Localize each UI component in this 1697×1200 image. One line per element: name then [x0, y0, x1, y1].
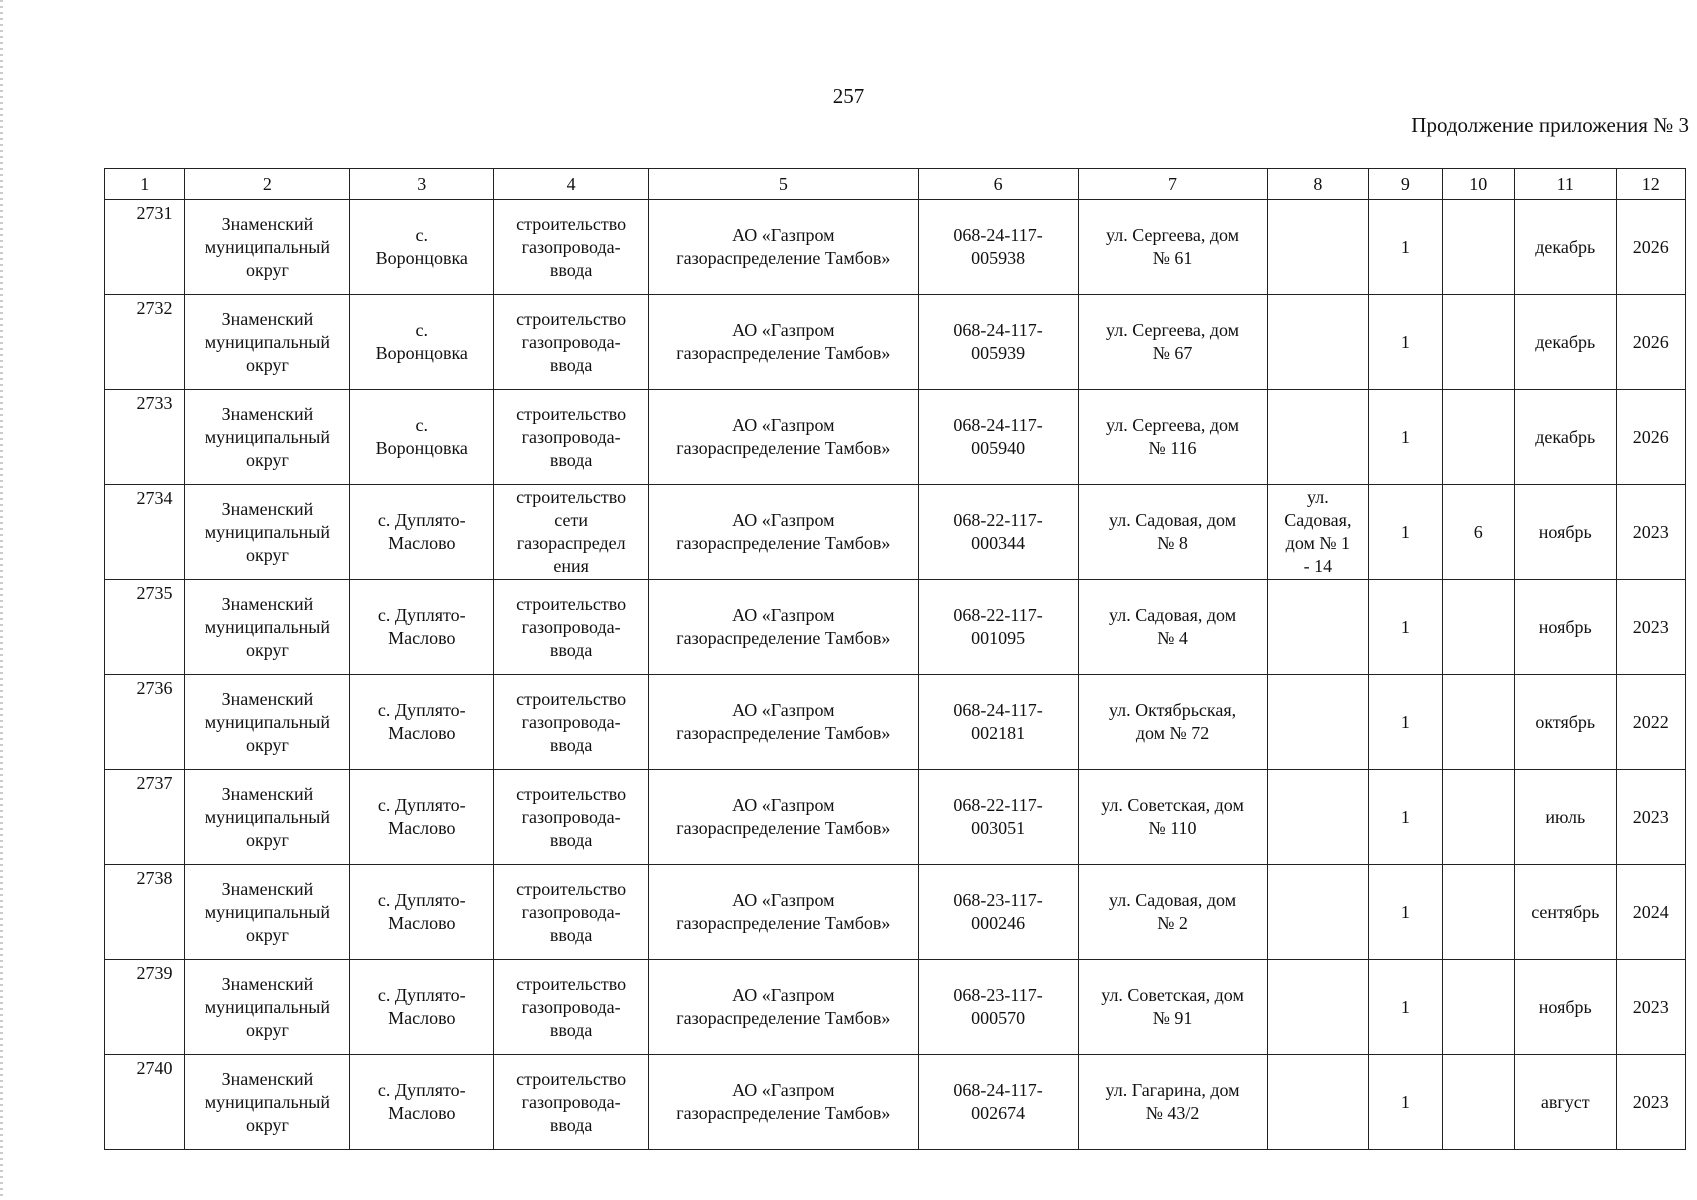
cell-text-line: № 8: [1157, 533, 1188, 553]
table-row: [105, 200, 1686, 295]
cell-month: июль: [1514, 770, 1616, 865]
cell-text-line: муниципальный: [204, 236, 331, 257]
cell-address: [1078, 580, 1267, 675]
cell-text-line: с. Дуплято-: [377, 605, 466, 625]
cell-text-line: ул. Сергеева, дом: [1106, 415, 1240, 435]
cell-year: 2024: [1616, 865, 1685, 960]
cell-address: [1078, 200, 1267, 295]
cell-organization: [649, 960, 919, 1055]
cell-organization: [649, 295, 919, 390]
cell-address: [1078, 390, 1267, 485]
cell-year: 2023: [1616, 580, 1685, 675]
cell-text-line: округ: [245, 639, 289, 660]
cell-organization: [649, 390, 919, 485]
cell-text-line: ул. Садовая, дом: [1109, 510, 1237, 530]
cell-col10: [1442, 770, 1514, 865]
cell-month: ноябрь: [1514, 960, 1616, 1055]
cell-address: [1078, 295, 1267, 390]
cell-col9: 1: [1369, 960, 1442, 1055]
cell-text-line: округ: [245, 1114, 289, 1135]
cell-code: [918, 580, 1078, 675]
cell-col8: [1267, 1055, 1369, 1150]
cell-text-line: 003051: [971, 818, 1026, 838]
table-row: [105, 675, 1686, 770]
cell-col9: 1: [1369, 200, 1442, 295]
cell-text-line: газораспределение Тамбов»: [676, 818, 891, 838]
cell-text-line: ул. Октябрьская,: [1108, 700, 1237, 720]
cell-text-line: Знаменский: [221, 878, 314, 899]
cell-text-line: № 91: [1152, 1008, 1193, 1028]
cell-text-line: газопровода-: [521, 1091, 621, 1112]
cell-organization: [649, 580, 919, 675]
cell-district: [185, 1055, 350, 1150]
cell-settlement: [350, 390, 494, 485]
cell-work-type: [494, 865, 649, 960]
page-number: 257: [832, 84, 865, 108]
cell-row-number: 2732: [105, 295, 185, 390]
cell-text-line: ул. Гагарина, дом: [1105, 1080, 1240, 1100]
cell-month: декабрь: [1514, 200, 1616, 295]
cell-text-line: АО «Газпром: [732, 985, 835, 1005]
cell-text-line: Знаменский: [221, 593, 314, 614]
cell-text-line: Знаменский: [221, 308, 314, 329]
cell-col8: [1267, 200, 1369, 295]
cell-col9: 1: [1369, 485, 1442, 580]
cell-text-line: Знаменский: [221, 783, 314, 804]
cell-settlement: [350, 675, 494, 770]
cell-text-line: газопровода-: [521, 901, 621, 922]
cell-code: [918, 1055, 1078, 1150]
cell-text-line: Знаменский: [221, 498, 314, 519]
cell-text-line: ввода: [549, 829, 593, 850]
cell-text-line: 068-22-117-: [953, 510, 1043, 530]
cell-text-line: газопровода-: [521, 331, 621, 352]
cell-row-number: 2733: [105, 390, 185, 485]
cell-text-line: 068-23-117-: [953, 985, 1043, 1005]
cell-text-line: 000570: [971, 1008, 1026, 1028]
cell-text-line: ввода: [549, 1114, 593, 1135]
cell-code: [918, 675, 1078, 770]
table-row: [105, 580, 1686, 675]
column-header-6: 6: [918, 169, 1078, 200]
cell-text-line: ул. Сергеева, дом: [1106, 225, 1240, 245]
cell-col8: [1267, 485, 1369, 580]
cell-text-line: газораспределение Тамбов»: [676, 438, 891, 458]
cell-col10: [1442, 580, 1514, 675]
cell-settlement: [350, 295, 494, 390]
cell-text-line: ул. Садовая, дом: [1109, 890, 1237, 910]
cell-text-line: округ: [245, 354, 289, 375]
cell-settlement: [350, 1055, 494, 1150]
cell-text-line: ул.: [1307, 487, 1329, 507]
cell-text-line: округ: [245, 449, 289, 470]
cell-district: [185, 485, 350, 580]
column-header-5: 5: [649, 169, 919, 200]
cell-text-line: газораспределение Тамбов»: [676, 343, 891, 363]
cell-text-line: 068-24-117-: [953, 225, 1043, 245]
cell-district: [185, 580, 350, 675]
cell-text-line: строительство: [516, 783, 627, 804]
cell-text-line: - 14: [1303, 556, 1333, 576]
cell-text-line: 000246: [971, 913, 1026, 933]
cell-col8: [1267, 390, 1369, 485]
cell-col8: [1267, 960, 1369, 1055]
cell-district: [185, 295, 350, 390]
cell-text-line: сети: [554, 510, 588, 530]
cell-text-line: муниципальный: [204, 711, 331, 732]
cell-year: 2023: [1616, 1055, 1685, 1150]
cell-text-line: газораспределение Тамбов»: [676, 913, 891, 933]
cell-text-line: Маслово: [388, 628, 456, 648]
cell-text-line: газопровода-: [521, 426, 621, 447]
cell-text-line: строительство: [516, 308, 627, 329]
cell-text-line: газопровода-: [521, 236, 621, 257]
cell-text-line: газораспределение Тамбов»: [676, 1008, 891, 1028]
cell-row-number: 2737: [105, 770, 185, 865]
cell-year: 2022: [1616, 675, 1685, 770]
cell-row-number: 2736: [105, 675, 185, 770]
cell-text-line: с.: [415, 320, 429, 340]
cell-text-line: округ: [245, 544, 289, 565]
cell-row-number: 2739: [105, 960, 185, 1055]
cell-settlement: [350, 865, 494, 960]
cell-work-type: [494, 295, 649, 390]
cell-organization: [649, 200, 919, 295]
appendix-note: Продолжение приложения № 3: [1411, 113, 1689, 137]
cell-text-line: строительство: [516, 593, 627, 614]
cell-text-line: с. Дуплято-: [377, 1080, 466, 1100]
cell-text-line: Маслово: [388, 1103, 456, 1123]
cell-work-type: [494, 675, 649, 770]
cell-year: 2026: [1616, 390, 1685, 485]
cell-text-line: строительство: [516, 1068, 627, 1089]
cell-code: [918, 960, 1078, 1055]
cell-row-number: 2734: [105, 485, 185, 580]
cell-text-line: Маслово: [388, 818, 456, 838]
cell-row-number: 2735: [105, 580, 185, 675]
cell-text-line: 005939: [971, 343, 1026, 363]
cell-code: [918, 295, 1078, 390]
cell-col8: [1267, 295, 1369, 390]
cell-text-line: 005938: [971, 248, 1026, 268]
cell-year: 2026: [1616, 295, 1685, 390]
cell-year: 2023: [1616, 770, 1685, 865]
cell-text-line: АО «Газпром: [732, 225, 835, 245]
cell-work-type: [494, 770, 649, 865]
cell-organization: [649, 865, 919, 960]
cell-text-line: округ: [245, 829, 289, 850]
cell-text-line: газораспределение Тамбов»: [676, 628, 891, 648]
cell-year: 2023: [1616, 485, 1685, 580]
cell-text-line: 000344: [971, 533, 1026, 553]
scan-edge: [0, 0, 3, 1200]
cell-text-line: муниципальный: [204, 426, 331, 447]
cell-text-line: строительство: [516, 973, 627, 994]
cell-code: [918, 865, 1078, 960]
cell-col8: [1267, 675, 1369, 770]
cell-code: [918, 770, 1078, 865]
cell-text-line: округ: [245, 259, 289, 280]
cell-text-line: дом № 72: [1135, 723, 1210, 743]
cell-col9: 1: [1369, 770, 1442, 865]
cell-text-line: ввода: [549, 354, 593, 375]
table-row: [105, 1055, 1686, 1150]
cell-text-line: газораспределение Тамбов»: [676, 533, 891, 553]
cell-text-line: муниципальный: [204, 521, 331, 542]
cell-month: ноябрь: [1514, 485, 1616, 580]
table-row: [105, 295, 1686, 390]
cell-text-line: Маслово: [388, 1008, 456, 1028]
cell-col10: [1442, 295, 1514, 390]
cell-month: октябрь: [1514, 675, 1616, 770]
cell-text-line: № 4: [1157, 628, 1188, 648]
cell-text-line: газопровода-: [521, 616, 621, 637]
cell-address: [1078, 1055, 1267, 1150]
cell-text-line: Воронцовка: [375, 248, 468, 268]
cell-text-line: ввода: [549, 1019, 593, 1040]
cell-text-line: ввода: [549, 639, 593, 660]
cell-month: сентябрь: [1514, 865, 1616, 960]
cell-text-line: 068-24-117-: [953, 415, 1043, 435]
cell-col8: [1267, 580, 1369, 675]
cell-text-line: муниципальный: [204, 806, 331, 827]
cell-text-line: АО «Газпром: [732, 415, 835, 435]
cell-text-line: строительство: [516, 878, 627, 899]
cell-text-line: 001095: [971, 628, 1026, 648]
cell-col10: [1442, 390, 1514, 485]
cell-text-line: с. Дуплято-: [377, 890, 466, 910]
cell-text-line: № 116: [1148, 438, 1197, 458]
column-header-8: 8: [1267, 169, 1369, 200]
cell-text-line: № 67: [1152, 343, 1193, 363]
cell-text-line: № 2: [1157, 913, 1188, 933]
cell-text-line: АО «Газпром: [732, 890, 835, 910]
cell-text-line: АО «Газпром: [732, 700, 835, 720]
cell-text-line: 002181: [971, 723, 1026, 743]
cell-text-line: 068-22-117-: [953, 795, 1043, 815]
cell-district: [185, 865, 350, 960]
cell-work-type: [494, 485, 649, 580]
cell-work-type: [494, 390, 649, 485]
cell-district: [185, 675, 350, 770]
cell-text-line: 068-22-117-: [953, 605, 1043, 625]
cell-text-line: газораспределение Тамбов»: [676, 1103, 891, 1123]
cell-text-line: муниципальный: [204, 901, 331, 922]
cell-text-line: с. Дуплято-: [377, 510, 466, 530]
cell-text-line: с. Дуплято-: [377, 985, 466, 1005]
cell-text-line: строительство: [516, 213, 627, 234]
cell-text-line: ул. Советская, дом: [1101, 795, 1244, 815]
table-row: [105, 960, 1686, 1055]
cell-text-line: 068-23-117-: [953, 890, 1043, 910]
cell-organization: [649, 1055, 919, 1150]
cell-district: [185, 390, 350, 485]
cell-col10: [1442, 200, 1514, 295]
cell-text-line: газораспределение Тамбов»: [676, 248, 891, 268]
cell-text-line: строительство: [516, 487, 627, 507]
cell-text-line: ул. Садовая, дом: [1109, 605, 1237, 625]
cell-col9: 1: [1369, 1055, 1442, 1150]
cell-work-type: [494, 1055, 649, 1150]
column-header-1: 1: [105, 169, 185, 200]
cell-settlement: [350, 580, 494, 675]
table-row: [105, 390, 1686, 485]
cell-month: декабрь: [1514, 390, 1616, 485]
cell-text-line: ввода: [549, 734, 593, 755]
cell-text-line: ул. Советская, дом: [1101, 985, 1244, 1005]
cell-text-line: газораспределение Тамбов»: [676, 723, 891, 743]
cell-text-line: 068-24-117-: [953, 320, 1043, 340]
cell-address: [1078, 675, 1267, 770]
cell-text-line: Садовая,: [1284, 510, 1352, 530]
cell-text-line: АО «Газпром: [732, 795, 835, 815]
header-row: [105, 169, 1686, 200]
cell-text-line: Воронцовка: [375, 343, 468, 363]
cell-organization: [649, 485, 919, 580]
cell-text-line: округ: [245, 924, 289, 945]
cell-work-type: [494, 200, 649, 295]
registry-table: [104, 168, 1686, 1150]
cell-row-number: 2740: [105, 1055, 185, 1150]
table-row: [105, 770, 1686, 865]
cell-text-line: № 61: [1152, 248, 1193, 268]
cell-organization: [649, 770, 919, 865]
cell-text-line: муниципальный: [204, 616, 331, 637]
cell-text-line: с.: [415, 225, 429, 245]
cell-text-line: газораспредел: [516, 533, 626, 553]
cell-col10: [1442, 865, 1514, 960]
cell-text-line: ения: [553, 556, 589, 576]
cell-month: ноябрь: [1514, 580, 1616, 675]
cell-district: [185, 770, 350, 865]
cell-col9: 1: [1369, 675, 1442, 770]
cell-text-line: Воронцовка: [375, 438, 468, 458]
cell-text-line: Знаменский: [221, 973, 314, 994]
table-row: [105, 865, 1686, 960]
cell-text-line: газопровода-: [521, 996, 621, 1017]
cell-text-line: ввода: [549, 449, 593, 470]
cell-text-line: АО «Газпром: [732, 605, 835, 625]
cell-text-line: газопровода-: [521, 806, 621, 827]
cell-text-line: ввода: [549, 259, 593, 280]
cell-text-line: АО «Газпром: [732, 1080, 835, 1100]
table-body: [105, 200, 1686, 1150]
column-header-9: 9: [1369, 169, 1442, 200]
column-header-12: 12: [1616, 169, 1685, 200]
cell-address: [1078, 770, 1267, 865]
cell-text-line: дом № 1: [1285, 533, 1351, 553]
cell-text-line: газопровода-: [521, 711, 621, 732]
column-header-3: 3: [350, 169, 494, 200]
cell-text-line: Маслово: [388, 723, 456, 743]
cell-work-type: [494, 580, 649, 675]
cell-year: 2023: [1616, 960, 1685, 1055]
cell-text-line: округ: [245, 1019, 289, 1040]
cell-text-line: Маслово: [388, 533, 456, 553]
cell-text-line: № 110: [1148, 818, 1197, 838]
cell-district: [185, 200, 350, 295]
cell-text-line: строительство: [516, 403, 627, 424]
cell-text-line: АО «Газпром: [732, 510, 835, 530]
cell-text-line: ул. Сергеева, дом: [1106, 320, 1240, 340]
cell-code: [918, 200, 1078, 295]
cell-settlement: [350, 770, 494, 865]
cell-code: [918, 485, 1078, 580]
cell-organization: [649, 675, 919, 770]
table-row: [105, 485, 1686, 580]
cell-col10: [1442, 1055, 1514, 1150]
cell-text-line: Знаменский: [221, 213, 314, 234]
cell-text-line: строительство: [516, 688, 627, 709]
table-header: [105, 169, 1686, 200]
cell-col10: 6: [1442, 485, 1514, 580]
cell-text-line: АО «Газпром: [732, 320, 835, 340]
cell-settlement: [350, 485, 494, 580]
cell-col9: 1: [1369, 390, 1442, 485]
cell-row-number: 2738: [105, 865, 185, 960]
cell-settlement: [350, 960, 494, 1055]
cell-text-line: 005940: [971, 438, 1026, 458]
cell-col9: 1: [1369, 295, 1442, 390]
column-header-11: 11: [1514, 169, 1616, 200]
column-header-10: 10: [1442, 169, 1514, 200]
cell-text-line: 002674: [971, 1103, 1026, 1123]
cell-year: 2026: [1616, 200, 1685, 295]
cell-month: декабрь: [1514, 295, 1616, 390]
cell-code: [918, 390, 1078, 485]
cell-text-line: муниципальный: [204, 331, 331, 352]
cell-address: [1078, 960, 1267, 1055]
cell-text-line: Маслово: [388, 913, 456, 933]
cell-text-line: с.: [415, 415, 429, 435]
cell-text-line: 068-24-117-: [953, 1080, 1043, 1100]
column-header-2: 2: [185, 169, 350, 200]
cell-text-line: № 43/2: [1145, 1103, 1200, 1123]
cell-settlement: [350, 200, 494, 295]
cell-text-line: муниципальный: [204, 1091, 331, 1112]
cell-text-line: 068-24-117-: [953, 700, 1043, 720]
cell-text-line: ввода: [549, 924, 593, 945]
column-header-7: 7: [1078, 169, 1267, 200]
column-header-4: 4: [494, 169, 649, 200]
cell-col10: [1442, 675, 1514, 770]
cell-col10: [1442, 960, 1514, 1055]
cell-work-type: [494, 960, 649, 1055]
cell-col9: 1: [1369, 865, 1442, 960]
cell-text-line: округ: [245, 734, 289, 755]
cell-text-line: с. Дуплято-: [377, 700, 466, 720]
cell-address: [1078, 865, 1267, 960]
cell-col9: 1: [1369, 580, 1442, 675]
cell-text-line: Знаменский: [221, 403, 314, 424]
cell-row-number: 2731: [105, 200, 185, 295]
cell-text-line: с. Дуплято-: [377, 795, 466, 815]
cell-text-line: Знаменский: [221, 1068, 314, 1089]
cell-text-line: муниципальный: [204, 996, 331, 1017]
cell-col8: [1267, 770, 1369, 865]
cell-district: [185, 960, 350, 1055]
cell-text-line: Знаменский: [221, 688, 314, 709]
cell-col8: [1267, 865, 1369, 960]
cell-address: [1078, 485, 1267, 580]
cell-month: август: [1514, 1055, 1616, 1150]
